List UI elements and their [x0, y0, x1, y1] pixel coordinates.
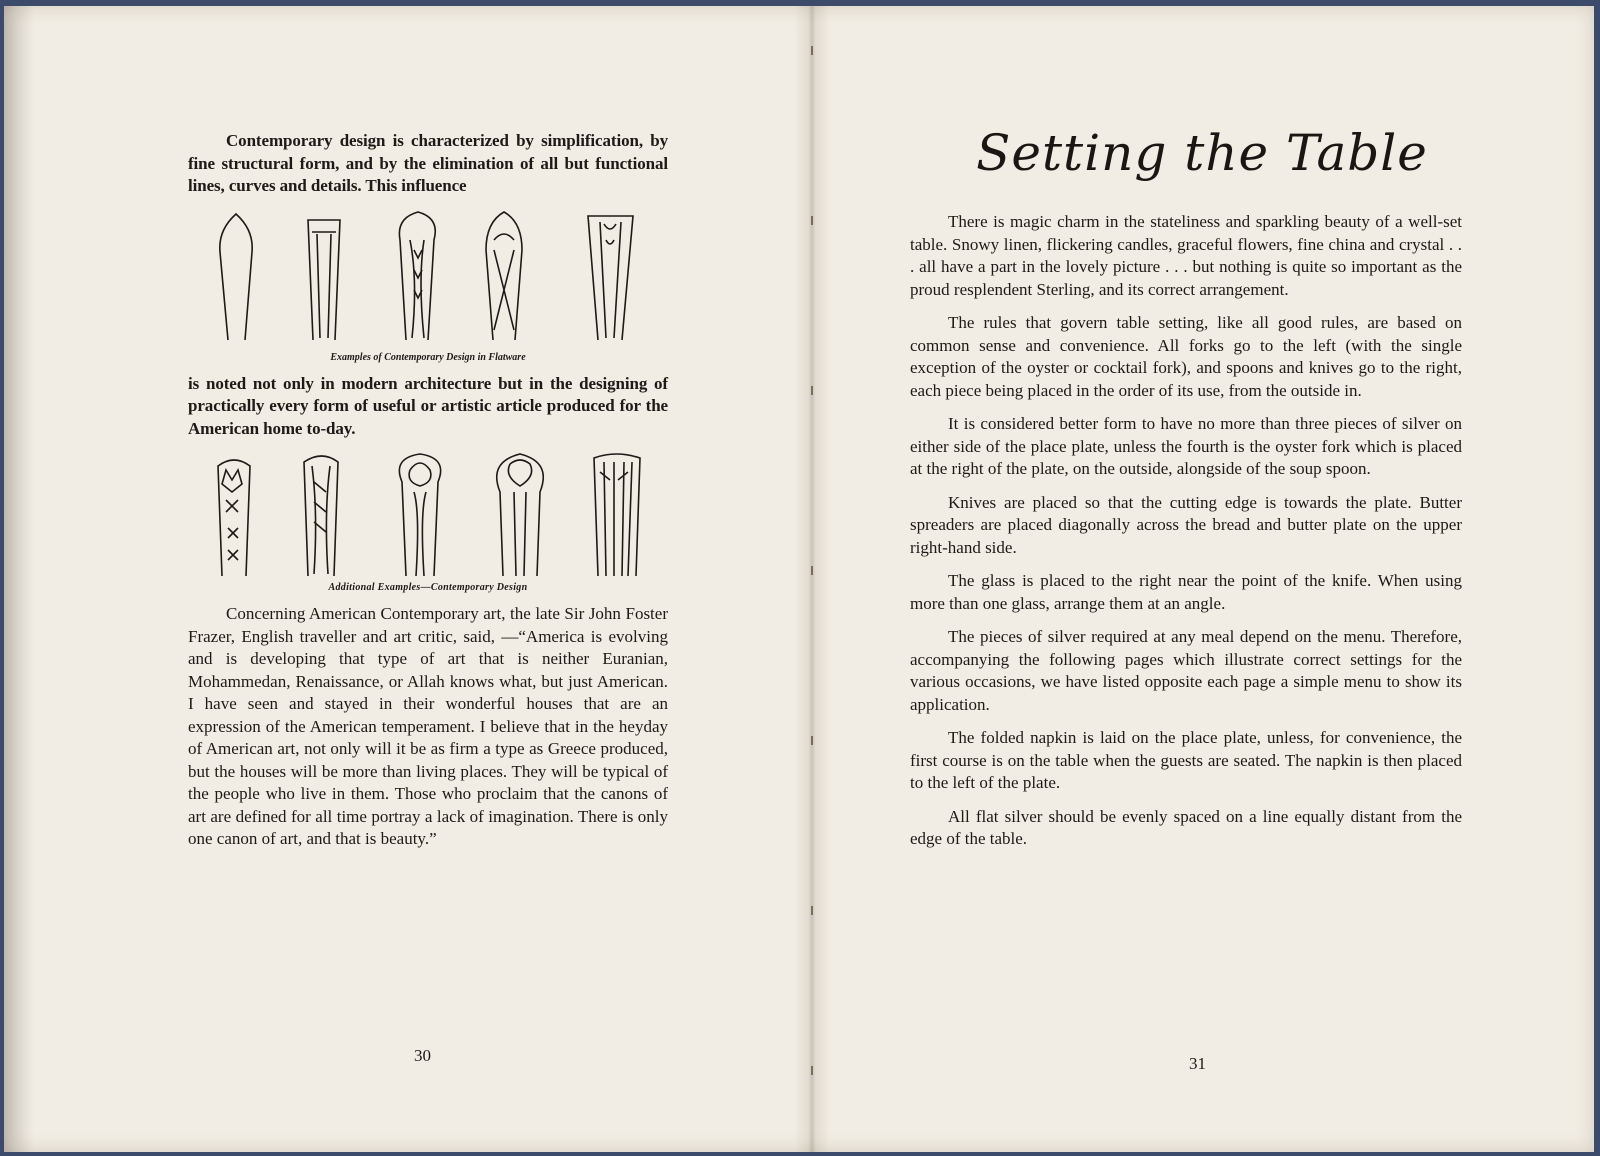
continued-paragraph: is noted not only in modern architecture but in the designing of practically every form of useful or artistic article produced for the American home to-day.: [188, 373, 668, 438]
quote-paragraph: Concerning American Contemporary art, the late Sir John Foster Frazer, English traveller and art critic, said, —“America is evolving and is developing that type of art that is neither Euranian, Mohammedan, Renaissance, or Allah knows what, but just American. I have seen and stayed in their wonderful houses that are an expression of the American temperament. I believe that in the heyday of American art, not only will it be as firm a type as Greece produced, but the houses will be more than living places. They will be typical of the people who live in them. Those who proclaim that the canons of art are defined for all time portray a lack of imagination. There is only one canon of art, and that is beauty.”: [188, 604, 668, 848]
binding-stitch: [811, 46, 813, 55]
left-page: [4, 6, 810, 1152]
flatware-illustration-2: [188, 452, 668, 580]
binding-stitch: [811, 566, 813, 575]
paragraph-magic-charm: There is magic charm in the stateliness and sparkling beauty of a well-set table. Snowy linen, flickering candles, graceful flowers, fine china and crystal . . . all have a part in the lovely picture . . . but nothing is quite so important as the proud resplendent Sterling, and its correct arrangement.: [910, 212, 1462, 299]
paragraph-knives: Knives are placed so that the cutting edge is towards the plate. Butter spreaders are placed diagonally across the bread and butter plate on the upper right-hand side.: [910, 492, 1462, 557]
flatware-illustration-1: [188, 210, 668, 350]
flatware-handle-braided: [486, 212, 522, 340]
flatware-handle-square: [308, 220, 340, 340]
book-spread: [4, 6, 1594, 1152]
binding-stitch: [811, 386, 813, 395]
left-text-column: [188, 130, 668, 851]
flatware-handle-flared: [588, 216, 633, 340]
binding-stitch: [811, 216, 813, 225]
flatware-handle-rosette: [497, 454, 544, 576]
binding-stitch: [811, 906, 813, 915]
right-page: [810, 6, 1594, 1152]
page-number-left: 30: [414, 1046, 431, 1065]
paragraph-flat-silver: All flat silver should be evenly spaced on a line equally distant from the edge of the table.: [910, 806, 1462, 848]
flatware-handle-leaf: [304, 456, 338, 576]
caption-flatware-examples: Examples of Contemporary Design in Flatware: [330, 351, 526, 363]
caption-additional-examples: Additional Examples—Contemporary Design: [328, 582, 528, 593]
paragraph-rules: The rules that govern table setting, like all good rules, are based on common sense and convenience. All forks go to the left (with the single exception of the oyster or cocktail fork), and spoons and knives go to the right, each piece being placed in the order of its use, from the outside in.: [910, 313, 1462, 400]
flatware-set-2: [188, 452, 668, 580]
flatware-set-1: [188, 210, 668, 350]
flatware-handle-scroll: [399, 454, 440, 576]
paragraph-better-form: It is considered better form to have no more than three pieces of silver on either side of the place plate, unless the fourth is the oyster fork which is placed at the right of the plate, on the outside, alongside of the soup spoon.: [910, 414, 1462, 478]
page-number-right: 31: [1189, 1054, 1206, 1073]
paragraph-glass: The glass is placed to the right near the point of the knife. When using more than one glass, arrange them at an angle.: [910, 571, 1462, 613]
page-title: Setting the Table: [976, 124, 1428, 182]
flatware-handle-plain: [220, 214, 252, 340]
binding-stitch: [811, 736, 813, 745]
right-text-column: [910, 211, 1462, 862]
paragraph-napkin: The folded napkin is laid on the place plate, unless, for convenience, the first course is on the table when the guests are seated. The napkin is then placed to the left of the plate.: [910, 728, 1462, 792]
binding-stitch: [811, 1066, 813, 1075]
paragraph-pieces-of-silver: The pieces of silver required at any meal depend on the menu. Therefore, accompanying the following pages which illustrate correct settings for the various occasions, we have listed opposite each page a simple menu to show its application.: [910, 627, 1462, 714]
intro-paragraph: Contemporary design is characterized by simplification, by fine structural form, and by the elimination of all but functional lines, curves and details. This influence: [188, 131, 668, 195]
